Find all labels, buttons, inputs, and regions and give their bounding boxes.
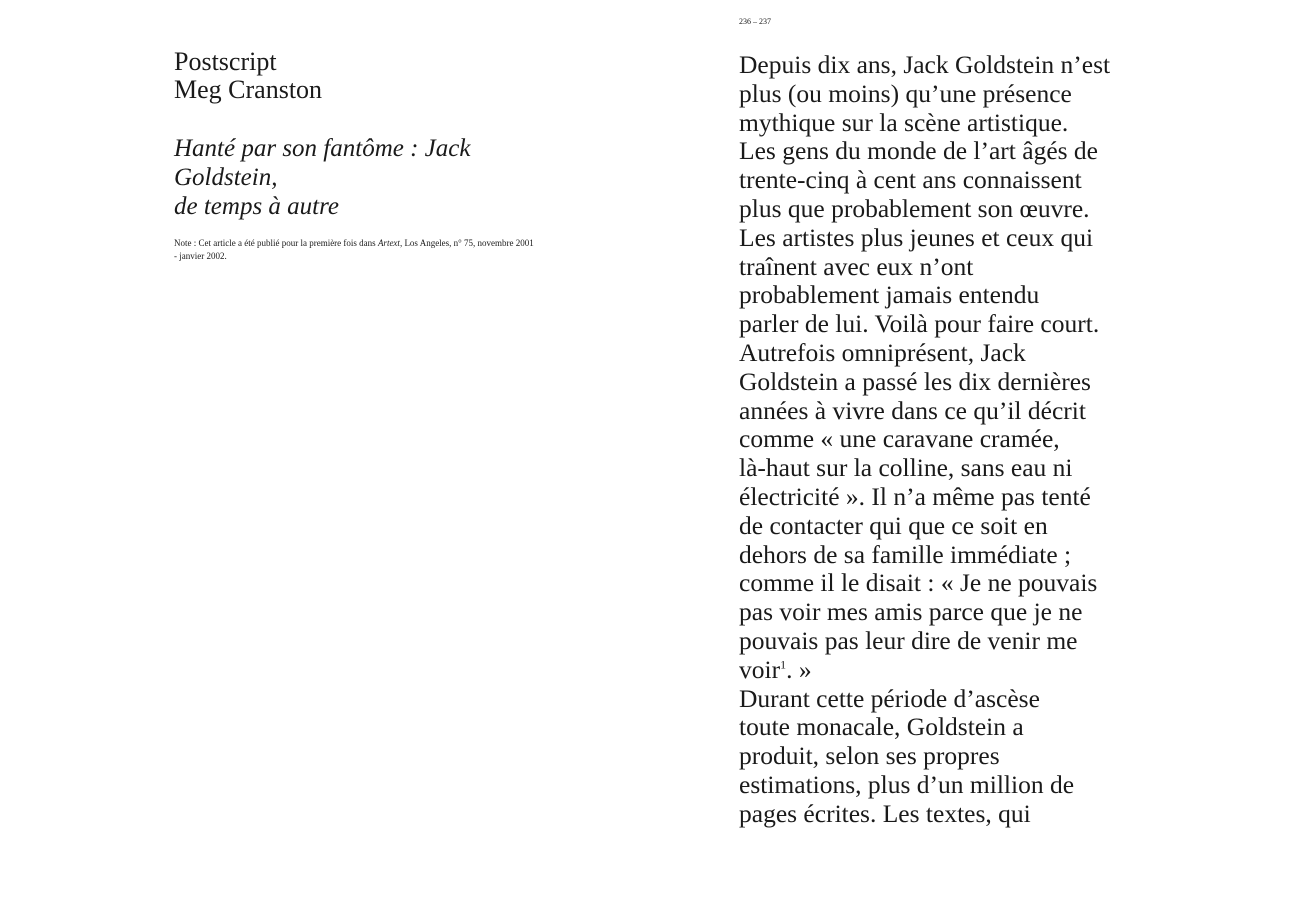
publication-note	[174, 237, 566, 263]
body-paragraph-2	[739, 685, 1159, 829]
paragraph-1-line: comme « une caravane cramée,	[739, 424, 1060, 454]
paragraph-2-line: toute monacale, Goldstein a	[739, 712, 1024, 742]
paragraph-1-line: Depuis dix ans, Jack Goldstein n’est	[739, 50, 1111, 79]
paragraph-1-last-end: . »	[786, 654, 812, 684]
paragraph-2-line: estimations, plus d’un million de	[739, 769, 1075, 799]
note-prefix: Note : Cet article a été publié pour la première fois dans	[174, 238, 378, 248]
paragraph-1-line: Autrefois omniprésent, Jack	[739, 337, 1026, 367]
paragraph-1-line: de contacter qui que ce soit en	[739, 510, 1048, 540]
paragraph-1-line: parler de lui. Voilà pour faire court.	[739, 309, 1100, 339]
paragraph-1-line: plus (ou moins) qu’une présence	[739, 78, 1072, 108]
paragraph-1-line: plus que probablement son œuvre.	[739, 193, 1090, 223]
paragraph-2-line: produit, selon ses propres	[739, 741, 1000, 771]
paragraph-1-line: Goldstein a passé les dix dernières	[739, 366, 1091, 396]
section-label: Postscript	[174, 47, 277, 76]
paragraph-1-last-line	[739, 656, 1159, 685]
paragraph-1-line: années à vivre dans ce qu’il décrit	[739, 395, 1086, 425]
article-title	[174, 134, 574, 221]
paragraph-1-line: pas voir mes amis parce que je ne	[739, 597, 1083, 627]
paragraph-1-last-word: voir	[739, 654, 781, 684]
paragraph-1-line: trente-cinq à cent ans connaissent	[739, 165, 1082, 195]
author-name: Meg Cranston	[174, 75, 323, 104]
paragraph-1-line: là-haut sur la colline, sans eau ni	[739, 453, 1073, 483]
article-title-line-1: Hanté par son fantôme : Jack Goldstein,	[174, 135, 471, 191]
paragraph-2-line: Durant cette période d’ascèse	[739, 683, 1040, 713]
right-page	[739, 51, 1159, 829]
paragraph-1-line: probablement jamais entendu	[739, 280, 1040, 310]
paragraph-1-line: mythique sur la scène artistique.	[739, 107, 1069, 137]
paragraph-1-line: électricité ». Il n’a même pas tenté	[739, 481, 1091, 511]
paragraph-1-line: traînent avec eux n’ont	[739, 251, 974, 281]
article-title-line-2: de temps à autre	[174, 193, 340, 220]
paragraph-2-line: pages écrites. Les textes, qui	[739, 798, 1031, 828]
paragraph-1-line: comme il le disait : « Je ne pouvais	[739, 568, 1098, 598]
footnote-mark[interactable]: 1	[780, 657, 787, 672]
left-page	[174, 48, 574, 263]
note-line-1-suffix: , Los Angeles, n° 75, novembre 2001	[399, 238, 534, 248]
page-numbers: 236 – 237	[739, 17, 771, 26]
note-magazine: Artext	[377, 238, 400, 248]
note-line-2: - janvier 2002.	[174, 251, 227, 261]
body-paragraph-1	[739, 51, 1159, 685]
paragraph-1-line: pouvais pas leur dire de venir me	[739, 625, 1078, 655]
paragraph-1-line: Les artistes plus jeunes et ceux qui	[739, 222, 1094, 252]
paragraph-1-line: Les gens du monde de l’art âgés de	[739, 136, 1099, 166]
paragraph-1-line: dehors de sa famille immédiate ;	[739, 539, 1072, 569]
